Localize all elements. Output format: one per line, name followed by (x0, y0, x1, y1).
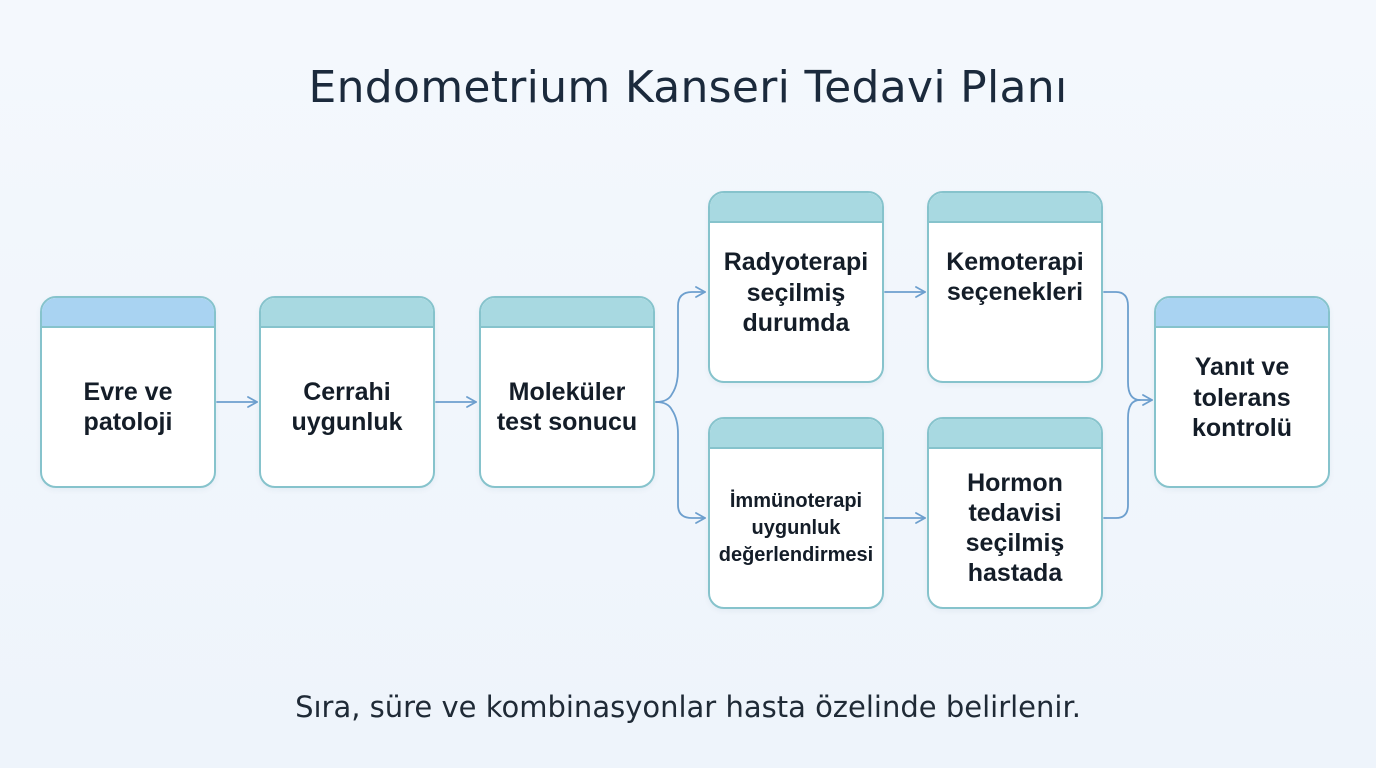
node-label: Moleküler test sonucu (496, 377, 638, 436)
node-molekuler-test-sonucu (479, 296, 655, 488)
node-evre-ve-patoloji (40, 296, 216, 488)
node-header (710, 193, 882, 223)
arrow-hormon-to-yanit (1104, 400, 1140, 518)
node-header (929, 419, 1101, 449)
node-header (481, 298, 653, 328)
node-kemoterapi (927, 191, 1103, 383)
node-label: Radyoterapi seçilmiş durumda (723, 248, 869, 338)
node-label: İmmünoterapi uygunluk değerlendirmesi (718, 489, 874, 566)
node-label: Yanıt ve tolerans kontrolü (1192, 353, 1292, 443)
node-yanit-ve-tolerans (1154, 296, 1330, 488)
node-label: Cerrahi uygunluk (291, 377, 403, 436)
arrow-molekuler-to-radyoterapi (656, 292, 705, 402)
diagram-footnote: Sıra, süre ve kombinasyonlar hasta özelinde belirlenir. (295, 690, 1081, 724)
node-label: Evre ve patoloji (83, 377, 173, 436)
node-immunoterapi (708, 417, 884, 609)
arrow-molekuler-to-immunoterapi (656, 402, 705, 518)
node-header (710, 419, 882, 449)
node-header (42, 298, 214, 328)
node-label: Kemoterapi seçenekleri (946, 247, 1084, 306)
node-header (929, 193, 1101, 223)
node-radyoterapi (708, 191, 884, 383)
node-header (261, 298, 433, 328)
node-label: Hormon tedavisi seçilmiş hastada (965, 469, 1065, 587)
diagram-title: Endometrium Kanseri Tedavi Planı (308, 62, 1068, 113)
node-cerrahi-uygunluk (259, 296, 435, 488)
node-header (1156, 298, 1328, 328)
arrow-kemoterapi-to-yanit (1104, 292, 1152, 400)
node-hormon-tedavisi (927, 417, 1103, 609)
